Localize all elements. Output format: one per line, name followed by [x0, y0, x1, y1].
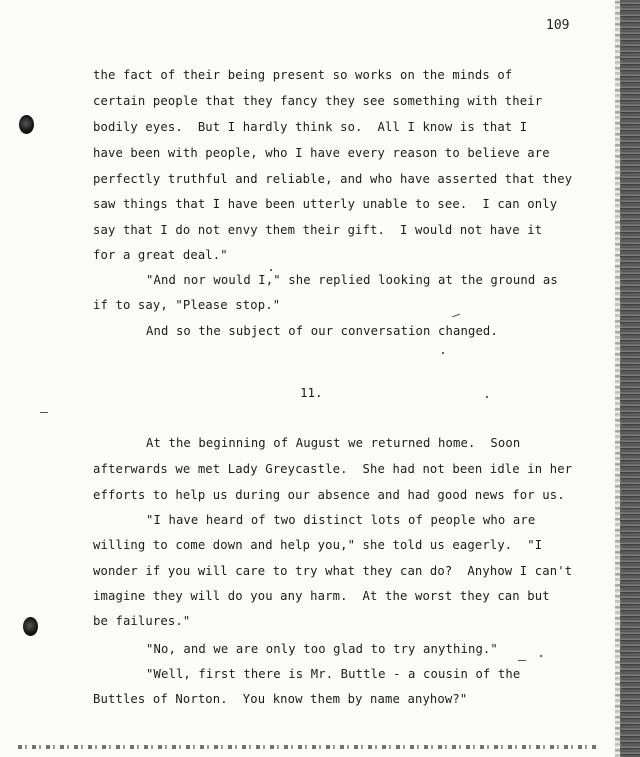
text-line: saw things that I have been utterly unable to see. I can only — [93, 197, 558, 211]
text-line: for a great deal." — [93, 248, 228, 262]
scan-edge-right — [620, 0, 640, 757]
text-line: willing to come down and help you," she told us eagerly. "I — [93, 538, 543, 552]
scan-speck — [540, 655, 542, 657]
page-number: 109 — [546, 18, 570, 33]
text-line: "Well, first there is Mr. Buttle - a cousin of the — [146, 667, 521, 681]
scan-mark — [518, 660, 526, 661]
scan-mark — [40, 412, 48, 413]
text-line: if to say, "Please stop." — [93, 298, 281, 312]
text-line: wonder if you will care to try what they can do? Anyhow I can't — [93, 564, 573, 578]
text-line: be failures." — [93, 614, 191, 628]
text-line: At the beginning of August we returned home. Soon — [146, 436, 521, 450]
punch-hole-bottom — [23, 617, 38, 636]
section-number: 11. — [300, 385, 323, 400]
scan-speck — [442, 352, 444, 354]
scan-mark — [452, 314, 460, 318]
text-line: afterwards we met Lady Greycastle. She had not been idle in her — [93, 462, 573, 476]
text-line: And so the subject of our conversation changed. — [146, 324, 498, 338]
scan-speck — [270, 269, 272, 271]
text-line: say that I do not envy them their gift. I would not have it — [93, 223, 543, 237]
text-line: certain people that they fancy they see something with their — [93, 94, 543, 108]
scan-speck — [486, 396, 488, 398]
text-line: Buttles of Norton. You know them by name anyhow?" — [93, 692, 468, 706]
text-line: perfectly truthful and reliable, and who have asserted that they — [93, 172, 573, 186]
text-line: bodily eyes. But I hardly think so. All I know is that I — [93, 120, 528, 134]
text-line: efforts to help us during our absence and had good news for us. — [93, 488, 565, 502]
text-line: "And nor would I," she replied looking at the ground as — [146, 273, 558, 287]
scan-edge-bottom — [18, 745, 598, 749]
punch-hole-top — [19, 115, 34, 134]
text-line: "No, and we are only too glad to try anything." — [146, 642, 498, 656]
text-line: "I have heard of two distinct lots of people who are — [146, 513, 536, 527]
text-line: have been with people, who I have every reason to believe are — [93, 146, 550, 160]
text-line: the fact of their being present so works on the minds of — [93, 68, 513, 82]
text-line: imagine they will do you any harm. At the worst they can but — [93, 589, 550, 603]
